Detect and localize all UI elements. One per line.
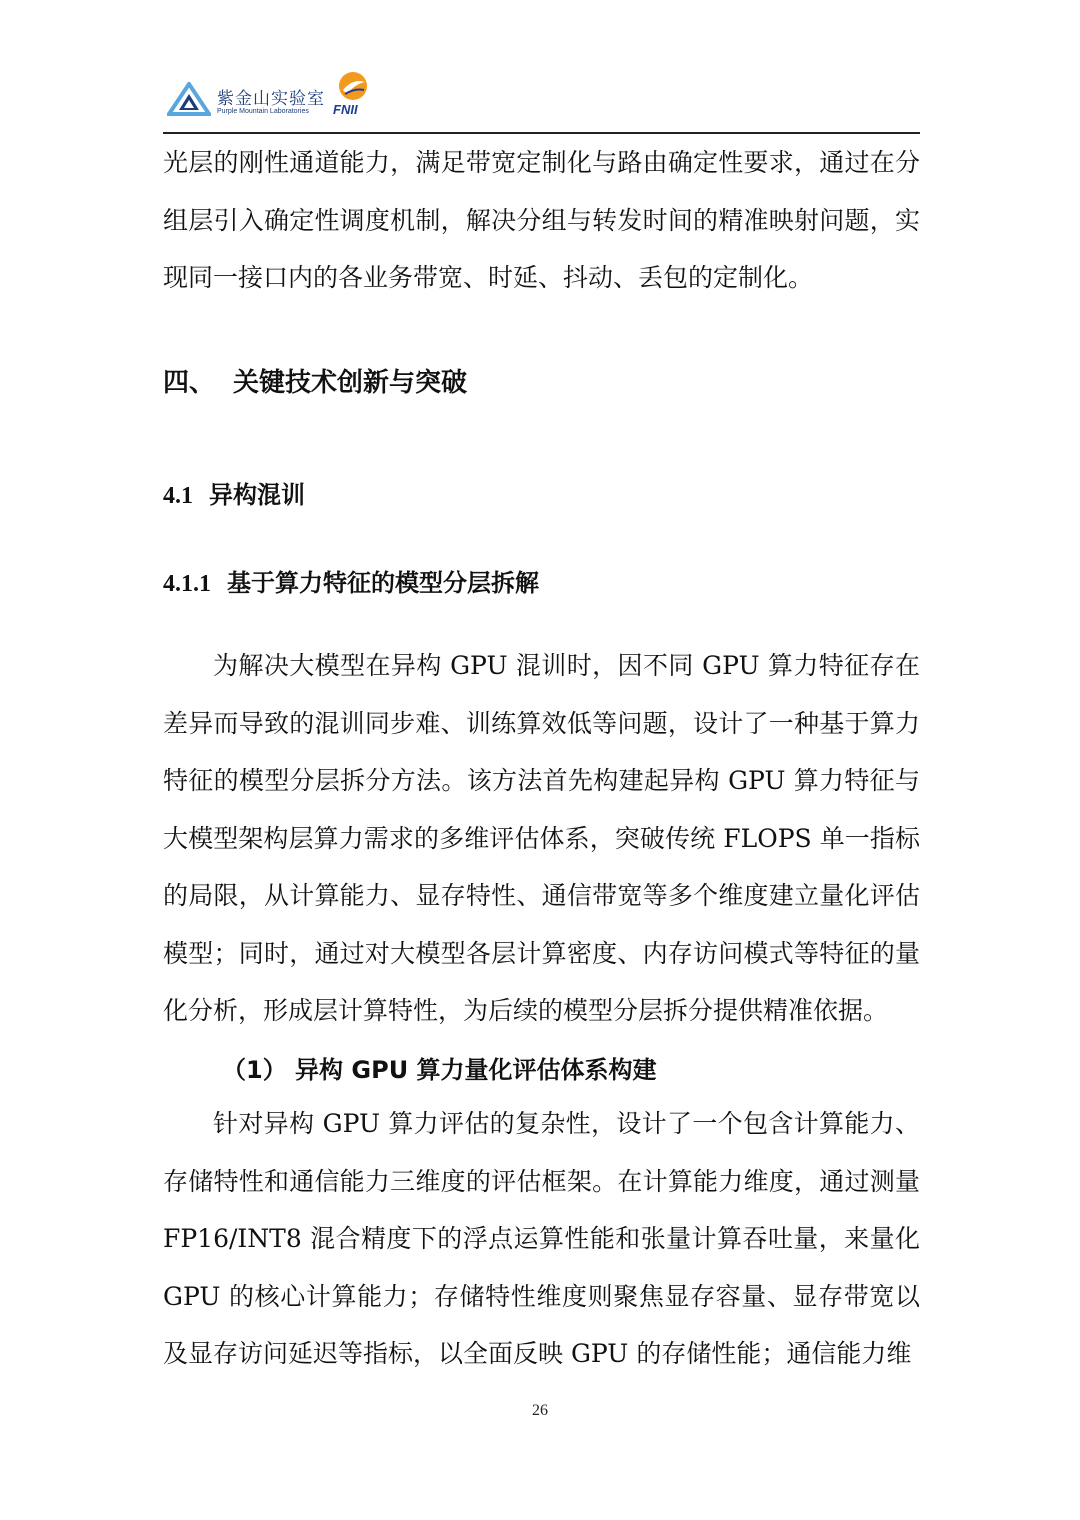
subsection-heading — [163, 475, 305, 510]
page-header — [163, 62, 920, 134]
page-number: 26 — [532, 1402, 548, 1419]
section-title: 关键技术创新与突破 — [233, 368, 468, 398]
subsubsection-number: 4.1.1 — [163, 571, 211, 597]
body-paragraph-2: 为解决大模型在异构 GPU 混训时，因不同 GPU 算力特征存在差异而导致的混训同步难、训练算效低等问题，设计了一种基于算力特征的模型分层拆分方法。该方法首先构建起异构 GPU 算力特征与大模型架构层算力需求的多维评估体系，突破传统 FLOPS 单一指标的局限，从计算能力、显存特性、通信带宽等多个维度建立量化评估模型；同时，通过对大模型各层计算密度、内存访问模式等特征的量化分析，形成层计算特性，为后续的模型分层拆分提供精准依据。 — [163, 651, 920, 1025]
section-number: 四、 — [163, 368, 216, 398]
purple-mountain-logo — [167, 74, 327, 122]
item-heading: （1） 异构 GPU 算力量化评估体系构建 — [222, 1056, 657, 1084]
subsection-title: 异构混训 — [209, 481, 305, 509]
logo-chinese-name: 紫金山实验室 — [217, 89, 325, 109]
mountain-triangle-icon — [167, 82, 211, 116]
subsection-number: 4.1 — [163, 483, 193, 509]
logo-english-name: Purple Mountain Laboratories — [217, 108, 309, 115]
body-paragraph-1: 光层的刚性通道能力，满足带宽定制化与路由确定性要求，通过在分组层引入确定性调度机制，解决分组与转发时间的精准映射问题，实现同一接口内的各业务带宽、时延、抖动、丢包的定制化。 — [163, 148, 920, 292]
subsubsection-heading — [163, 563, 539, 598]
fnii-logo-text: FNII — [333, 102, 358, 117]
subsubsection-title: 基于算力特征的模型分层拆解 — [227, 569, 539, 597]
fnii-swirl-icon — [337, 70, 369, 102]
body-paragraph-3: 针对异构 GPU 算力评估的复杂性，设计了一个包含计算能力、存储特性和通信能力三维度的评估框架。在计算能力维度，通过测量 FP16/INT8 混合精度下的浮点运算性能和张量计算吞吐量，来量化 GPU 的核心计算能力；存储特性维度则聚焦显存容量、显存带宽以及显存访问延迟等指标，以全面反映 GPU 的存储性能；通信能力维 — [163, 1109, 920, 1368]
section-heading — [163, 362, 467, 399]
fnii-logo — [333, 70, 373, 120]
